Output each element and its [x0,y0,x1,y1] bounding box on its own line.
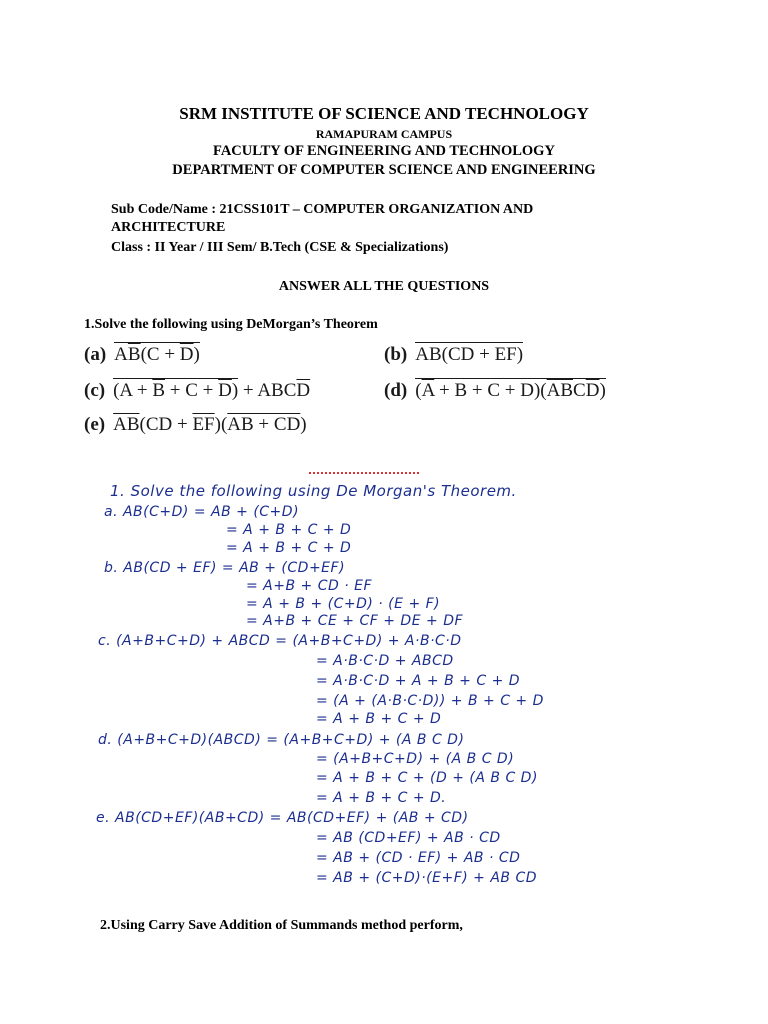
hw-line: = (A + (A·B·C·D)) + B + C + D [316,693,544,709]
class-line: Class : II Year / III Sem/ B.Tech (CSE & Specializations) [111,240,449,255]
hw-line: = AB (CD+EF) + AB · CD [316,830,501,846]
handwritten-solution [84,466,628,908]
hw-line: = AB + (C+D)·(E+F) + AB CD [316,870,538,886]
subject-code-line2: ARCHITECTURE [111,220,226,235]
expression-c: (c) $(A + \overline{B} + C + \overline{D}) + ABC\overline{D}$ [84,380,311,401]
hw-line: b. AB(CD + EF) = AB + (CD+EF) [104,560,346,576]
hw-line: = A + B + C + (D + (A B C D) [316,770,538,786]
hw-line: 1. Solve the following using De Morgan's Theorem. [110,482,517,500]
campus-name: RAMAPURAM CAMPUS [315,127,453,141]
hw-line: = A + B + C + D [226,540,352,556]
question-1-title: 1.Solve the following using DeMorgan’s Theorem [84,317,378,332]
faculty-name: FACULTY OF ENGINEERING AND TECHNOLOGY [213,143,555,159]
question-2-title: 2.Using Carry Save Addition of Summands method perform, [100,918,463,933]
expression-a: (a) $A\overline{B}(C + \overline{D})$ [84,344,200,365]
hw-line: = AB + (CD · EF) + AB · CD [316,850,521,866]
expression-d: (d) $(\overline{A} + B + C + D)(\overline{AB}C\overline{D})$ [384,380,606,401]
department-name: DEPARTMENT OF COMPUTER SCIENCE AND ENGINEERING [172,162,596,178]
label-d: (d) [384,380,408,401]
expression-b: (b) AB(CD + EF) [384,344,524,365]
hw-line: = (A+B+C+D) + (A B C D) [316,751,515,767]
label-e: (e) [84,414,106,435]
label-a: (a) [84,344,107,365]
subject-code-line1: Sub Code/Name : 21CSS101T – COMPUTER ORGANIZATION AND [111,202,534,217]
hw-line: a. AB(C+D) = AB + (C+D) [104,504,300,520]
hw-line: c. (A+B+C+D) + ABCD = (A+B+C+D) + A·B·C·D [98,633,462,649]
hw-line: = A·B·C·D + ABCD [316,653,454,669]
hw-line: = A + B + C + D [226,522,352,538]
red-mark [309,472,419,474]
hw-line: = A + B + C + D. [316,790,447,806]
hw-line: e. AB(CD+EF)(AB+CD) = AB(CD+EF) + (AB + CD) [96,810,469,826]
hw-line: = A·B·C·D + A + B + C + D [316,673,521,689]
hw-line: = A + B + C + D [316,711,442,727]
hw-line: d. (A+B+C+D)(ABCD) = (A+B+C+D) + (A B C D) [98,732,465,748]
label-c: (c) [84,380,106,401]
hw-line: = A+B + CE + CF + DE + DF [246,613,464,629]
hw-line: = A + B + (C+D) · (E + F) [246,596,441,612]
expression-e: (e) $\overline{AB}(CD + \overline{EF})(AB + CD)$ [84,414,307,435]
instruction-heading: ANSWER ALL THE QUESTIONS [278,279,490,294]
hw-line: = A+B + CD · EF [246,578,373,594]
institution-title: SRM INSTITUTE OF SCIENCE AND TECHNOLOGY [179,104,589,123]
label-b: (b) [384,344,408,365]
